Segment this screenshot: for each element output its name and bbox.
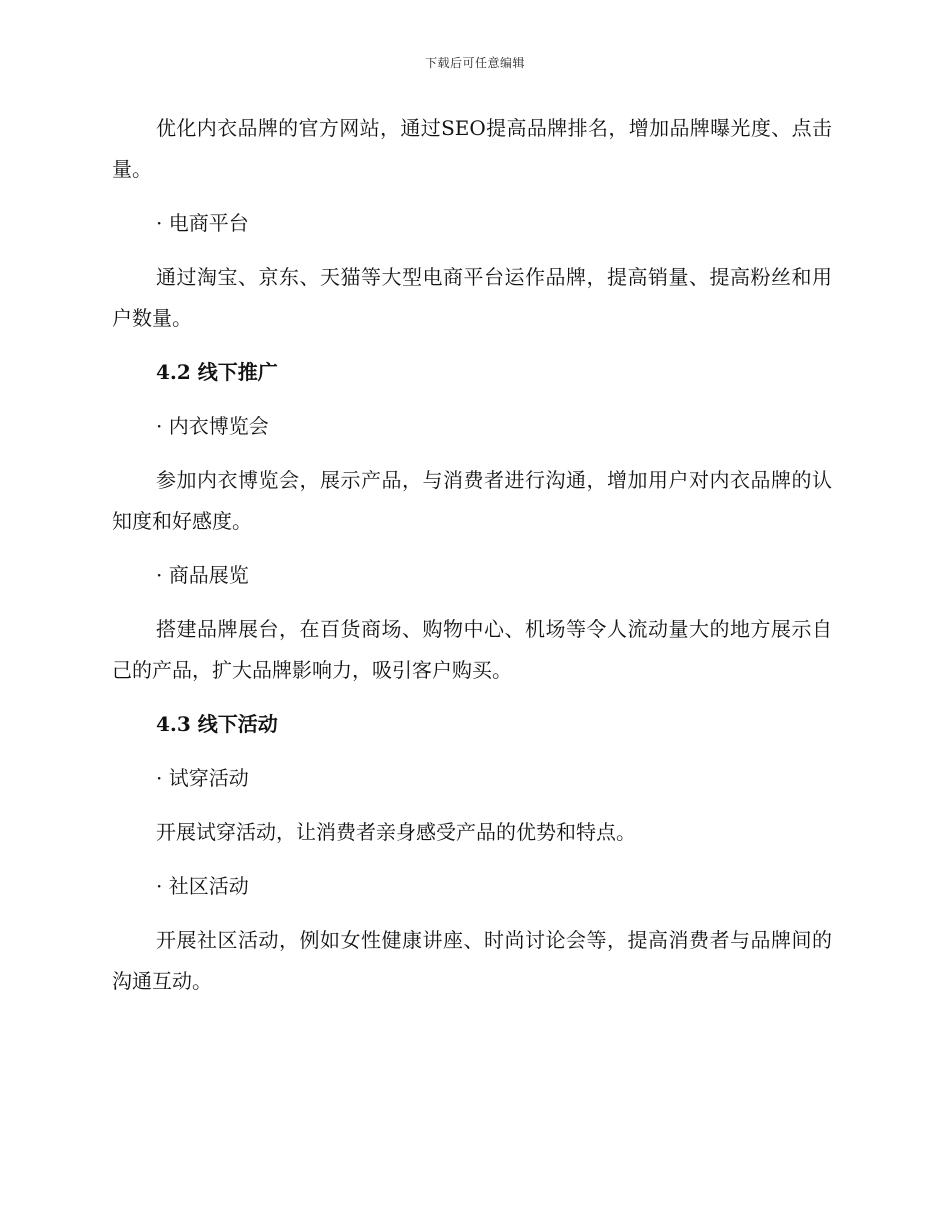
section-heading-offline-events: 4.3 线下活动 <box>156 712 278 736</box>
paragraph-lingerie-expo: 参加内衣博览会，展示产品，与消费者进行沟通，增加用户对内衣品牌的认知度和好感度。 <box>112 468 832 533</box>
paragraph-product-exhibition: 搭建品牌展台，在百货商场、购物中心、机场等令人流动量大的地方展示自己的产品，扩大品牌影响力，吸引客户购买。 <box>112 617 832 682</box>
paragraph-ecommerce: 通过淘宝、京东、天猫等大型电商平台运作品牌，提高销量、提高粉丝和用户数量。 <box>112 265 832 330</box>
bullet-community-event: · 社区活动 <box>156 874 249 898</box>
bullet-try-on-event: · 试穿活动 <box>156 766 249 790</box>
bullet-lingerie-expo: · 内衣博览会 <box>156 414 269 438</box>
paragraph-seo: 优化内衣品牌的官方网站，通过SEO提高品牌排名，增加品牌曝光度、点击量。 <box>112 116 832 181</box>
bullet-product-exhibition: · 商品展览 <box>156 563 249 587</box>
bullet-ecommerce: · 电商平台 <box>156 211 249 235</box>
paragraph-try-on-event: 开展试穿活动，让消费者亲身感受产品的优势和特点。 <box>156 820 636 844</box>
paragraph-community-event: 开展社区活动，例如女性健康讲座、时尚讨论会等，提高消费者与品牌间的沟通互动。 <box>112 928 832 993</box>
document-body <box>112 108 832 1015</box>
page-header: 下载后可任意编辑 <box>424 56 525 70</box>
section-heading-offline-promotion: 4.2 线下推广 <box>156 360 278 384</box>
